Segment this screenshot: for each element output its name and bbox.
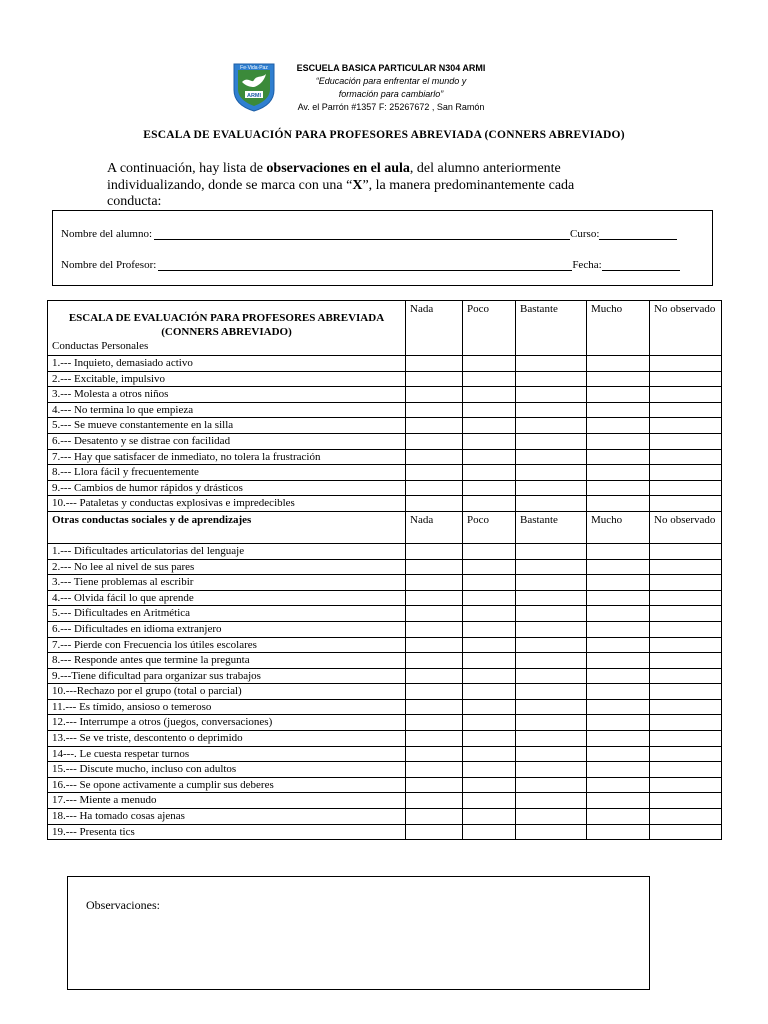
rating-cell[interactable]	[463, 449, 516, 465]
rating-cell[interactable]	[650, 715, 722, 731]
rating-cell[interactable]	[587, 418, 650, 434]
observations-label: Observaciones:	[86, 898, 160, 912]
rating-cell[interactable]	[587, 668, 650, 684]
column-header-3: Mucho	[587, 301, 650, 356]
section2-label: Otras conductas sociales y de aprendizajes	[48, 511, 406, 543]
rating-cell[interactable]	[587, 543, 650, 559]
rating-cell[interactable]	[650, 621, 722, 637]
rating-cell[interactable]	[516, 731, 587, 747]
rating-cell[interactable]	[406, 621, 463, 637]
table-row	[48, 559, 722, 575]
rating-cell[interactable]	[406, 480, 463, 496]
behavior-label: 6.--- Dificultades en idioma extranjero	[48, 621, 406, 637]
table-row	[48, 356, 722, 372]
column-header-0: Nada	[406, 301, 463, 356]
table-row	[48, 387, 722, 403]
rating-cell[interactable]	[587, 480, 650, 496]
behavior-label: 16.--- Se opone activamente a cumplir sus deberes	[48, 777, 406, 793]
rating-cell[interactable]	[406, 449, 463, 465]
rating-cell[interactable]	[406, 699, 463, 715]
rating-cell[interactable]	[516, 668, 587, 684]
rating-cell[interactable]	[587, 402, 650, 418]
rating-cell[interactable]	[650, 449, 722, 465]
rating-cell[interactable]	[516, 465, 587, 481]
table-row	[48, 699, 722, 715]
rating-cell[interactable]	[406, 684, 463, 700]
evaluation-table	[47, 300, 722, 840]
column-header-3: Mucho	[587, 511, 650, 543]
table-row	[48, 418, 722, 434]
rating-cell[interactable]	[516, 824, 587, 840]
behavior-label: 17.--- Miente a menudo	[48, 793, 406, 809]
table-row	[48, 590, 722, 606]
behavior-label: 8.--- Llora fácil y frecuentemente	[48, 465, 406, 481]
rating-cell[interactable]	[406, 371, 463, 387]
rating-cell[interactable]	[516, 637, 587, 653]
rating-cell[interactable]	[516, 480, 587, 496]
rating-cell[interactable]	[406, 715, 463, 731]
behavior-label: 10.--- Pataletas y conductas explosivas e impredecibles	[48, 496, 406, 512]
rating-cell[interactable]	[463, 637, 516, 653]
rating-cell[interactable]	[516, 684, 587, 700]
rating-cell[interactable]	[516, 762, 587, 778]
rating-cell[interactable]	[587, 433, 650, 449]
rating-cell[interactable]	[516, 777, 587, 793]
rating-cell[interactable]	[650, 590, 722, 606]
column-header-0: Nada	[406, 511, 463, 543]
rating-cell[interactable]	[516, 559, 587, 575]
rating-cell[interactable]	[516, 402, 587, 418]
rating-cell[interactable]	[587, 606, 650, 622]
student-info-box	[52, 210, 713, 286]
rating-cell[interactable]	[587, 653, 650, 669]
table-row	[48, 653, 722, 669]
behavior-label: 8.--- Responde antes que termine la pregunta	[48, 653, 406, 669]
rating-cell[interactable]	[587, 824, 650, 840]
rating-cell[interactable]	[650, 433, 722, 449]
rating-cell[interactable]	[463, 606, 516, 622]
rating-cell[interactable]	[406, 559, 463, 575]
table-row	[48, 793, 722, 809]
rating-cell[interactable]	[463, 418, 516, 434]
behavior-label: 6.--- Desatento y se distrae con facilidad	[48, 433, 406, 449]
column-header-1: Poco	[463, 511, 516, 543]
behavior-label: 7.--- Hay que satisfacer de inmediato, no tolera la frustración	[48, 449, 406, 465]
rating-cell[interactable]	[463, 371, 516, 387]
student-name-label: Nombre del alumno:	[61, 228, 153, 240]
teacher-name-label: Nombre del Profesor:	[61, 259, 157, 271]
rating-cell[interactable]	[587, 465, 650, 481]
rating-cell[interactable]	[587, 590, 650, 606]
rating-cell[interactable]	[650, 777, 722, 793]
rating-cell[interactable]	[650, 746, 722, 762]
rating-cell[interactable]	[516, 543, 587, 559]
rating-cell[interactable]	[516, 699, 587, 715]
rating-cell[interactable]	[650, 387, 722, 403]
rating-cell[interactable]	[463, 575, 516, 591]
student-name-field[interactable]	[154, 227, 570, 240]
rating-cell[interactable]	[650, 668, 722, 684]
behavior-label: 10.---Rechazo por el grupo (total o parcial)	[48, 684, 406, 700]
table-row	[48, 746, 722, 762]
behavior-label: 18.--- Ha tomado cosas ajenas	[48, 809, 406, 825]
rating-cell[interactable]	[463, 762, 516, 778]
svg-text:Fe·Vida·Paz: Fe·Vida·Paz	[240, 65, 268, 71]
rating-cell[interactable]	[650, 606, 722, 622]
table-row	[48, 621, 722, 637]
table-row	[48, 762, 722, 778]
behavior-label: 9.--- Cambios de humor rápidos y drásticos	[48, 480, 406, 496]
rating-cell[interactable]	[650, 543, 722, 559]
rating-cell[interactable]	[406, 590, 463, 606]
rating-cell[interactable]	[463, 699, 516, 715]
intro-text-1: A continuación, hay lista de	[107, 161, 267, 176]
behavior-label: 1.--- Inquieto, demasiado activo	[48, 356, 406, 372]
rating-cell[interactable]	[587, 777, 650, 793]
behavior-label: 7.--- Pierde con Frecuencia los útiles escolares	[48, 637, 406, 653]
rating-cell[interactable]	[650, 480, 722, 496]
intro-text-2: , del alumno anteriormente individualizando, donde se marca con una “	[107, 161, 561, 193]
table-row	[48, 715, 722, 731]
rating-cell[interactable]	[650, 637, 722, 653]
behavior-label: 3.--- Molesta a otros niños	[48, 387, 406, 403]
behavior-label: 11.--- Es tímido, ansioso o temeroso	[48, 699, 406, 715]
rating-cell[interactable]	[406, 418, 463, 434]
rating-cell[interactable]	[587, 637, 650, 653]
table-row	[48, 777, 722, 793]
course-label: Curso:	[570, 228, 600, 240]
column-header-2: Bastante	[516, 301, 587, 356]
rating-cell[interactable]	[650, 575, 722, 591]
section1-label: Conductas Personales	[52, 340, 149, 352]
table-row	[48, 433, 722, 449]
rating-cell[interactable]	[650, 402, 722, 418]
rating-cell[interactable]	[650, 762, 722, 778]
rating-cell[interactable]	[406, 496, 463, 512]
rating-cell[interactable]	[587, 684, 650, 700]
intro-paragraph	[107, 161, 627, 211]
rating-cell[interactable]	[463, 684, 516, 700]
rating-cell[interactable]	[463, 653, 516, 669]
table-row	[48, 465, 722, 481]
rating-cell[interactable]	[650, 559, 722, 575]
behavior-label: 19.--- Presenta tics	[48, 824, 406, 840]
rating-cell[interactable]	[516, 433, 587, 449]
svg-text:ARMI: ARMI	[246, 93, 262, 99]
school-name: ESCUELA BASICA PARTICULAR N304 ARMI	[296, 63, 486, 73]
rating-cell[interactable]	[650, 824, 722, 840]
rating-cell[interactable]	[516, 387, 587, 403]
rating-cell[interactable]	[587, 731, 650, 747]
behavior-label: 12.--- Interrumpe a otros (juegos, conversaciones)	[48, 715, 406, 731]
rating-cell[interactable]	[516, 496, 587, 512]
rating-cell[interactable]	[587, 699, 650, 715]
rating-cell[interactable]	[463, 621, 516, 637]
rating-cell[interactable]	[406, 637, 463, 653]
rating-cell[interactable]	[406, 809, 463, 825]
rating-cell[interactable]	[516, 449, 587, 465]
rating-cell[interactable]	[650, 356, 722, 372]
rating-cell[interactable]	[650, 371, 722, 387]
school-address: Av. el Parrón #1357 F: 25267672 , San Ramón	[297, 102, 485, 112]
behavior-label: 9.---Tiene dificultad para organizar sus trabajos	[48, 668, 406, 684]
rating-cell[interactable]	[463, 433, 516, 449]
rating-cell[interactable]	[463, 559, 516, 575]
rating-cell[interactable]	[516, 606, 587, 622]
column-header-4: No observado	[650, 301, 722, 356]
rating-cell[interactable]	[650, 731, 722, 747]
rating-cell[interactable]	[516, 653, 587, 669]
column-header-4: No observado	[650, 511, 722, 543]
rating-cell[interactable]	[406, 824, 463, 840]
rating-cell[interactable]	[516, 418, 587, 434]
rating-cell[interactable]	[516, 590, 587, 606]
rating-cell[interactable]	[406, 762, 463, 778]
rating-cell[interactable]	[650, 418, 722, 434]
rating-cell[interactable]	[587, 356, 650, 372]
table-row	[48, 480, 722, 496]
rating-cell[interactable]	[587, 575, 650, 591]
behavior-label: 15.--- Discute mucho, incluso con adultos	[48, 762, 406, 778]
rating-cell[interactable]	[587, 496, 650, 512]
rating-cell[interactable]	[463, 465, 516, 481]
table-row	[48, 575, 722, 591]
rating-cell[interactable]	[463, 590, 516, 606]
rating-cell[interactable]	[650, 809, 722, 825]
rating-cell[interactable]	[463, 731, 516, 747]
rating-cell[interactable]	[463, 809, 516, 825]
rating-cell[interactable]	[463, 480, 516, 496]
table-row	[48, 809, 722, 825]
rating-cell[interactable]	[516, 793, 587, 809]
course-field[interactable]	[599, 227, 677, 240]
behavior-label: 13.--- Se ve triste, descontento o deprimido	[48, 731, 406, 747]
rating-cell[interactable]	[587, 621, 650, 637]
rating-cell[interactable]	[650, 684, 722, 700]
table-title-cell	[48, 301, 406, 356]
rating-cell[interactable]	[516, 356, 587, 372]
rating-cell[interactable]	[406, 465, 463, 481]
school-header	[291, 62, 491, 114]
rating-cell[interactable]	[516, 809, 587, 825]
date-label: Fecha:	[572, 259, 602, 271]
rating-cell[interactable]	[463, 543, 516, 559]
rating-cell[interactable]	[587, 793, 650, 809]
rating-cell[interactable]	[650, 496, 722, 512]
rating-cell[interactable]	[463, 387, 516, 403]
rating-cell[interactable]	[463, 356, 516, 372]
table-title: ESCALA DE EVALUACIÓN PARA PROFESORES ABREVIADA (CONNERS ABREVIADO)	[68, 312, 385, 338]
rating-cell[interactable]	[650, 465, 722, 481]
behavior-label: 2.--- No lee al nivel de sus pares	[48, 559, 406, 575]
document-title: ESCALA DE EVALUACIÓN PARA PROFESORES ABREVIADA (CONNERS ABREVIADO)	[143, 129, 625, 141]
rating-cell[interactable]	[406, 402, 463, 418]
intro-bold-1: observaciones en el aula	[266, 161, 410, 176]
rating-cell[interactable]	[406, 606, 463, 622]
table-row	[48, 684, 722, 700]
rating-cell[interactable]	[406, 793, 463, 809]
rating-cell[interactable]	[463, 496, 516, 512]
table-row	[48, 668, 722, 684]
teacher-name-field[interactable]	[158, 258, 572, 271]
behavior-label: 5.--- Dificultades en Aritmética	[48, 606, 406, 622]
table-row	[48, 824, 722, 840]
rating-cell[interactable]	[650, 653, 722, 669]
behavior-label: 2.--- Excitable, impulsivo	[48, 371, 406, 387]
table-row	[48, 731, 722, 747]
table-row	[48, 496, 722, 512]
rating-cell[interactable]	[587, 387, 650, 403]
rating-cell[interactable]	[406, 387, 463, 403]
rating-cell[interactable]	[406, 653, 463, 669]
table-row	[48, 402, 722, 418]
table-row	[48, 637, 722, 653]
rating-cell[interactable]	[516, 575, 587, 591]
rating-cell[interactable]	[463, 402, 516, 418]
rating-cell[interactable]	[587, 559, 650, 575]
rating-cell[interactable]	[406, 668, 463, 684]
rating-cell[interactable]	[650, 793, 722, 809]
rating-cell[interactable]	[516, 371, 587, 387]
rating-cell[interactable]	[587, 715, 650, 731]
motto-line-1: “Educación para enfrentar el mundo y	[315, 76, 467, 86]
table-row	[48, 543, 722, 559]
rating-cell[interactable]	[406, 356, 463, 372]
behavior-label: 5.--- Se mueve constantemente en la silla	[48, 418, 406, 434]
rating-cell[interactable]	[463, 715, 516, 731]
rating-cell[interactable]	[587, 371, 650, 387]
rating-cell[interactable]	[463, 777, 516, 793]
table-row	[48, 371, 722, 387]
behavior-label: 3.--- Tiene problemas al escribir	[48, 575, 406, 591]
rating-cell[interactable]	[516, 621, 587, 637]
rating-cell[interactable]	[587, 449, 650, 465]
rating-cell[interactable]	[406, 746, 463, 762]
rating-cell[interactable]	[516, 715, 587, 731]
table-row	[48, 606, 722, 622]
rating-cell[interactable]	[406, 575, 463, 591]
rating-cell[interactable]	[406, 777, 463, 793]
rating-cell[interactable]	[587, 746, 650, 762]
rating-cell[interactable]	[516, 746, 587, 762]
rating-cell[interactable]	[406, 543, 463, 559]
behavior-label: 1.--- Dificultades articulatorias del lenguaje	[48, 543, 406, 559]
date-field[interactable]	[602, 258, 680, 271]
behavior-label: 14---. Le cuesta respetar turnos	[48, 746, 406, 762]
behavior-label: 4.--- Olvida fácil lo que aprende	[48, 590, 406, 606]
rating-cell[interactable]	[463, 793, 516, 809]
rating-cell[interactable]	[587, 762, 650, 778]
behavior-label: 4.--- No termina lo que empieza	[48, 402, 406, 418]
table-row	[48, 449, 722, 465]
column-header-1: Poco	[463, 301, 516, 356]
rating-cell[interactable]	[587, 809, 650, 825]
intro-text-3: ”, la manera predominantemente cada conducta:	[107, 177, 575, 209]
rating-cell[interactable]	[650, 699, 722, 715]
rating-cell[interactable]	[463, 824, 516, 840]
rating-cell[interactable]	[463, 668, 516, 684]
rating-cell[interactable]	[406, 731, 463, 747]
intro-bold-2: X	[352, 177, 363, 193]
column-header-2: Bastante	[516, 511, 587, 543]
observations-box[interactable]	[67, 876, 650, 990]
school-logo	[230, 60, 278, 112]
rating-cell[interactable]	[463, 746, 516, 762]
rating-cell[interactable]	[406, 433, 463, 449]
motto-line-2: formación para cambiarlo”	[338, 89, 444, 99]
